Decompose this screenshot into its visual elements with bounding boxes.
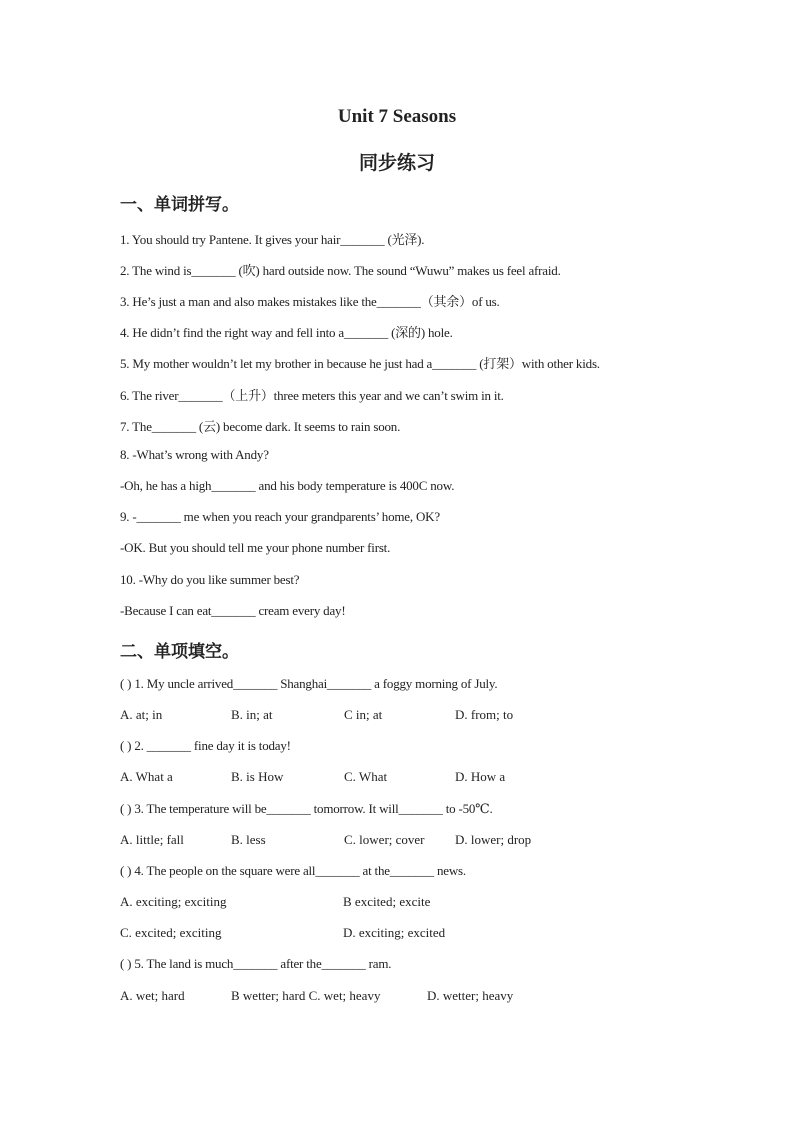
option-b: B excited; excite: [343, 894, 431, 909]
option-d: D. How a: [455, 769, 506, 784]
question-line: 6. The river_______（上升）three meters this year and we can’t swim in it.: [120, 388, 504, 403]
question-line: 2. The wind is_______ (吹) hard outside now. The sound “Wuwu” makes us feel afraid.: [120, 263, 561, 278]
section-heading-multiple-choice: 二、单项填空。: [120, 642, 239, 662]
question-line: 7. The_______ (云) become dark. It seems to rain soon.: [120, 419, 401, 434]
choice-options-2: [120, 769, 680, 787]
question-line: 9. -_______ me when you reach your grandparents’ home, OK?: [120, 509, 440, 524]
option-d: D. wetter; heavy: [427, 988, 514, 1003]
option-b-c: B wetter; hard C. wet; heavy: [231, 988, 381, 1003]
option-b: B. less: [231, 832, 266, 847]
question-line: 5. My mother wouldn’t let my brother in because he just had a_______ (打架）with other kids.: [120, 356, 600, 371]
option-c: C. excited; exciting: [120, 925, 222, 940]
option-b: B. in; at: [231, 707, 273, 722]
option-b: B. is How: [231, 769, 284, 784]
choice-question-2: ( ) 2. _______ fine day it is today!: [120, 738, 291, 753]
choice-question-3: ( ) 3. The temperature will be_______ tomorrow. It will_______ to -50℃.: [120, 801, 493, 816]
option-c: C. lower; cover: [344, 832, 425, 847]
option-c: C in; at: [344, 707, 383, 722]
question-line: 3. He’s just a man and also makes mistakes like the_______（其余）of us.: [120, 294, 500, 309]
option-d: D. exciting; excited: [343, 925, 446, 940]
question-line: 10. -Why do you like summer best?: [120, 572, 300, 587]
choice-options-1: [120, 707, 680, 725]
answer-line: -OK. But you should tell me your phone number first.: [120, 540, 391, 555]
page-title: Unit 7 Seasons: [337, 106, 457, 127]
choice-question-1: ( ) 1. My uncle arrived_______ Shanghai_______ a foggy morning of July.: [120, 676, 498, 691]
choice-question-5: ( ) 5. The land is much_______ after the_______ ram.: [120, 956, 392, 971]
option-a: A. What a: [120, 769, 173, 784]
page-subtitle: 同步练习: [358, 153, 435, 174]
question-line: 1. You should try Pantene. It gives your hair_______ (光泽).: [120, 232, 425, 247]
choice-options-3: [120, 832, 680, 850]
choice-options-4-row1: [120, 894, 680, 912]
answer-line: -Because I can eat_______ cream every day!: [120, 603, 346, 618]
question-line: 8. -What’s wrong with Andy?: [120, 447, 269, 462]
answer-line: -Oh, he has a high_______ and his body temperature is 400C now.: [120, 478, 455, 493]
option-a: A. at; in: [120, 707, 163, 722]
option-a: A. exciting; exciting: [120, 894, 227, 909]
choice-question-4: ( ) 4. The people on the square were all_______ at the_______ news.: [120, 863, 466, 878]
option-a: A. wet; hard: [120, 988, 185, 1003]
choice-options-4-row2: [120, 925, 680, 943]
option-c: C. What: [344, 769, 388, 784]
option-d: D. from; to: [455, 707, 514, 722]
option-d: D. lower; drop: [455, 832, 532, 847]
option-a: A. little; fall: [120, 832, 184, 847]
choice-options-5: [120, 988, 680, 1006]
section-heading-spelling: 一、单词拼写。: [120, 195, 239, 215]
question-line: 4. He didn’t find the right way and fell into a_______ (深的) hole.: [120, 325, 453, 340]
